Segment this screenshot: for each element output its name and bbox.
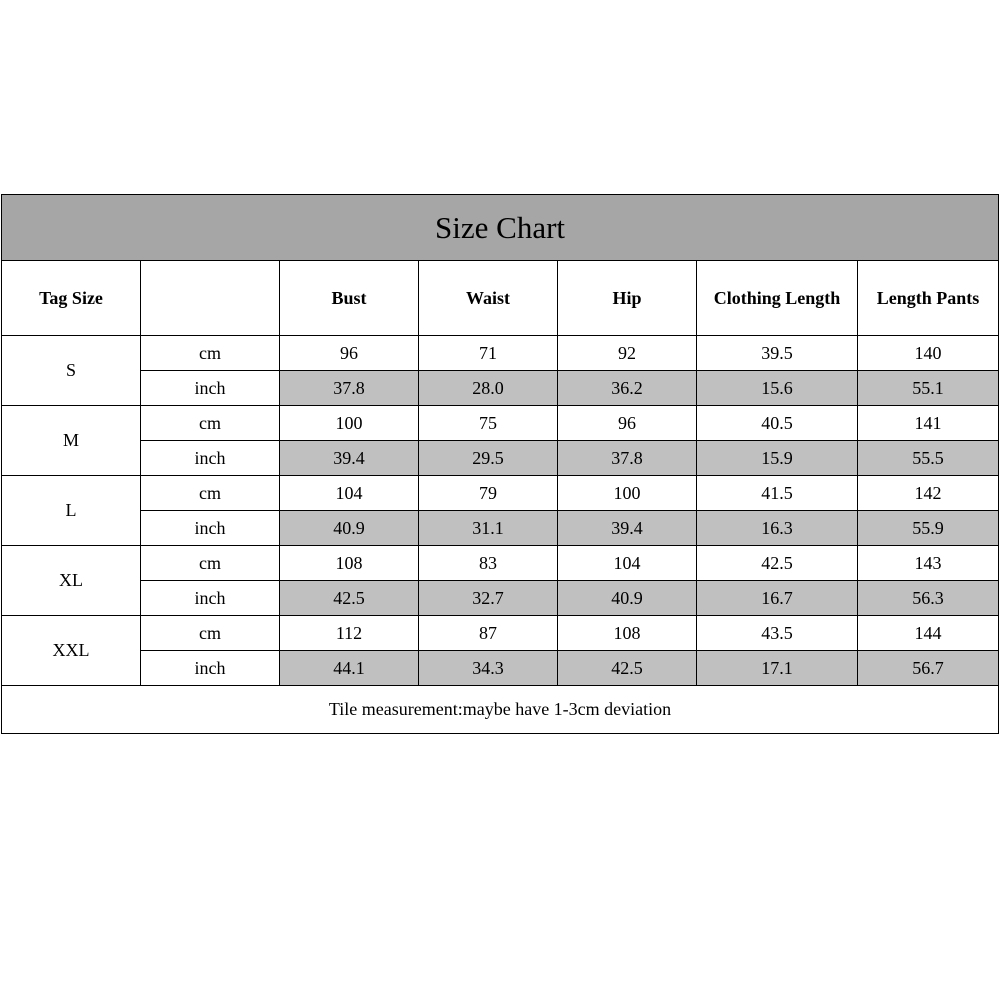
value-cell: 87 [419, 616, 558, 651]
table-row [2, 581, 999, 616]
size-label: L [2, 476, 141, 546]
value-cell: 140 [858, 336, 999, 371]
header-row [2, 261, 999, 336]
value-cell: 112 [280, 616, 419, 651]
value-cell: 92 [558, 336, 697, 371]
value-cell: 37.8 [558, 441, 697, 476]
unit-label: inch [141, 511, 280, 546]
value-cell: 56.7 [858, 651, 999, 686]
value-cell: 55.1 [858, 371, 999, 406]
value-cell: 104 [558, 546, 697, 581]
value-cell: 17.1 [697, 651, 858, 686]
value-cell: 39.5 [697, 336, 858, 371]
table-row [2, 616, 999, 651]
value-cell: 40.9 [558, 581, 697, 616]
value-cell: 55.9 [858, 511, 999, 546]
table-row [2, 651, 999, 686]
size-label: M [2, 406, 141, 476]
table-row [2, 546, 999, 581]
waist-header: Waist [419, 261, 558, 336]
unit-label: inch [141, 441, 280, 476]
value-cell: 36.2 [558, 371, 697, 406]
table-row [2, 371, 999, 406]
value-cell: 42.5 [558, 651, 697, 686]
value-cell: 143 [858, 546, 999, 581]
value-cell: 34.3 [419, 651, 558, 686]
value-cell: 96 [558, 406, 697, 441]
value-cell: 56.3 [858, 581, 999, 616]
value-cell: 71 [419, 336, 558, 371]
value-cell: 75 [419, 406, 558, 441]
value-cell: 144 [858, 616, 999, 651]
value-cell: 28.0 [419, 371, 558, 406]
value-cell: 29.5 [419, 441, 558, 476]
size-label: XXL [2, 616, 141, 686]
value-cell: 43.5 [697, 616, 858, 651]
value-cell: 37.8 [280, 371, 419, 406]
tag-size-header: Tag Size [2, 261, 141, 336]
unit-label: cm [141, 546, 280, 581]
value-cell: 108 [558, 616, 697, 651]
value-cell: 100 [558, 476, 697, 511]
value-cell: 83 [419, 546, 558, 581]
unit-label: inch [141, 651, 280, 686]
table-row [2, 476, 999, 511]
unit-label: cm [141, 406, 280, 441]
unit-label: cm [141, 476, 280, 511]
value-cell: 44.1 [280, 651, 419, 686]
length-pants-header: Length Pants [858, 261, 999, 336]
value-cell: 79 [419, 476, 558, 511]
value-cell: 16.7 [697, 581, 858, 616]
size-label: S [2, 336, 141, 406]
value-cell: 39.4 [558, 511, 697, 546]
size-chart-table [1, 194, 999, 734]
value-cell: 41.5 [697, 476, 858, 511]
unit-label: cm [141, 616, 280, 651]
value-cell: 108 [280, 546, 419, 581]
value-cell: 15.6 [697, 371, 858, 406]
value-cell: 100 [280, 406, 419, 441]
value-cell: 16.3 [697, 511, 858, 546]
table-row [2, 441, 999, 476]
measurement-note: Tile measurement:maybe have 1-3cm deviation [2, 686, 999, 734]
unit-label: cm [141, 336, 280, 371]
bust-header: Bust [280, 261, 419, 336]
value-cell: 104 [280, 476, 419, 511]
table-row [2, 406, 999, 441]
value-cell: 40.5 [697, 406, 858, 441]
unit-label: inch [141, 371, 280, 406]
unit-header [141, 261, 280, 336]
value-cell: 39.4 [280, 441, 419, 476]
size-label: XL [2, 546, 141, 616]
value-cell: 42.5 [280, 581, 419, 616]
value-cell: 96 [280, 336, 419, 371]
table-row [2, 511, 999, 546]
value-cell: 142 [858, 476, 999, 511]
value-cell: 31.1 [419, 511, 558, 546]
chart-title: Size Chart [2, 195, 999, 261]
value-cell: 55.5 [858, 441, 999, 476]
table-row [2, 336, 999, 371]
value-cell: 40.9 [280, 511, 419, 546]
clothing-length-header: Clothing Length [697, 261, 858, 336]
hip-header: Hip [558, 261, 697, 336]
unit-label: inch [141, 581, 280, 616]
value-cell: 42.5 [697, 546, 858, 581]
value-cell: 32.7 [419, 581, 558, 616]
value-cell: 141 [858, 406, 999, 441]
value-cell: 15.9 [697, 441, 858, 476]
